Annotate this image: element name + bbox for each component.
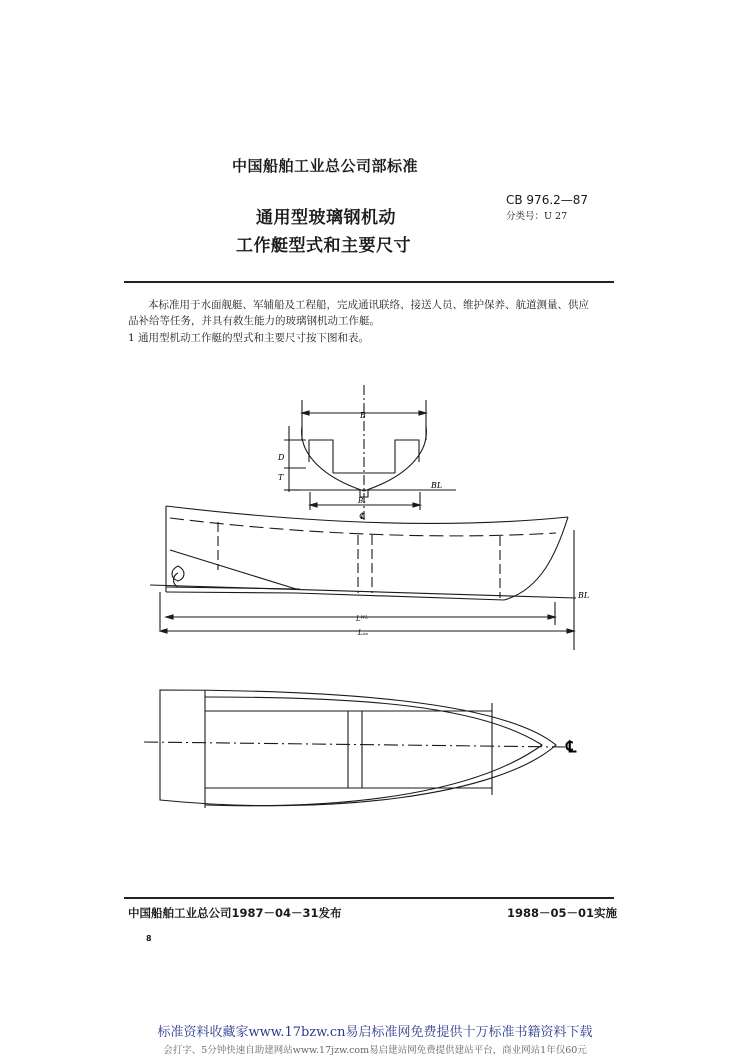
scope-paragraph-line1: 本标准用于水面舰艇、军辅船及工程船，完成通讯联络、接送人员、维护保养、航道测量、供应 — [148, 299, 589, 311]
standard-code: CB 976.2—87 — [506, 193, 589, 207]
watermark-line1: 标准资料收藏家www.17bzw.cn易启标准网免费提供十万标准书籍资料下载 — [157, 1025, 593, 1040]
bottom-beam-label-Bx: Bₓ — [358, 497, 366, 505]
organization-header: 中国船舶工业总公司部标准 — [232, 157, 419, 175]
document-title-line2: 工作艇型式和主要尺寸 — [236, 236, 411, 256]
clause-1: 1 通用型机动工作艇的型式和主要尺寸按下图和表。 — [128, 332, 370, 344]
issue-date: 中国船舶工业总公司1987－04－31发布 — [128, 906, 342, 920]
baseline-label-BL: BL — [431, 481, 443, 490]
plan-view — [144, 690, 565, 808]
page-number: 8 — [146, 934, 152, 943]
cross-section-view — [284, 385, 456, 520]
implementation-date: 1988－05－01实施 — [507, 906, 618, 920]
scope-paragraph-line2: 品补给等任务，并具有救生能力的玻璃钢机动工作艇。 — [128, 315, 380, 327]
document-title-line1: 通用型玻璃钢机动 — [256, 208, 396, 228]
overall-length-label: Lₒₐ — [358, 629, 368, 637]
draft-label-T: T — [278, 473, 284, 482]
depth-label-D: D — [278, 453, 285, 462]
footer-rule — [124, 897, 614, 899]
plan-centerline-mark: ℄ — [566, 737, 577, 756]
centerline-mark: ℄ — [359, 512, 365, 522]
side-baseline-label-BL: BL — [578, 591, 590, 600]
waterline-length-label: Lᵂᴸ — [356, 615, 369, 623]
beam-label-B: B — [360, 411, 366, 420]
watermark-line2: 会打字、5分钟快速自助建网站www.17jzw.com易启建站网免费提供建站平台，商业网站1年仅60元 — [163, 1045, 587, 1056]
classification-number: 分类号：U 27 — [506, 211, 568, 222]
